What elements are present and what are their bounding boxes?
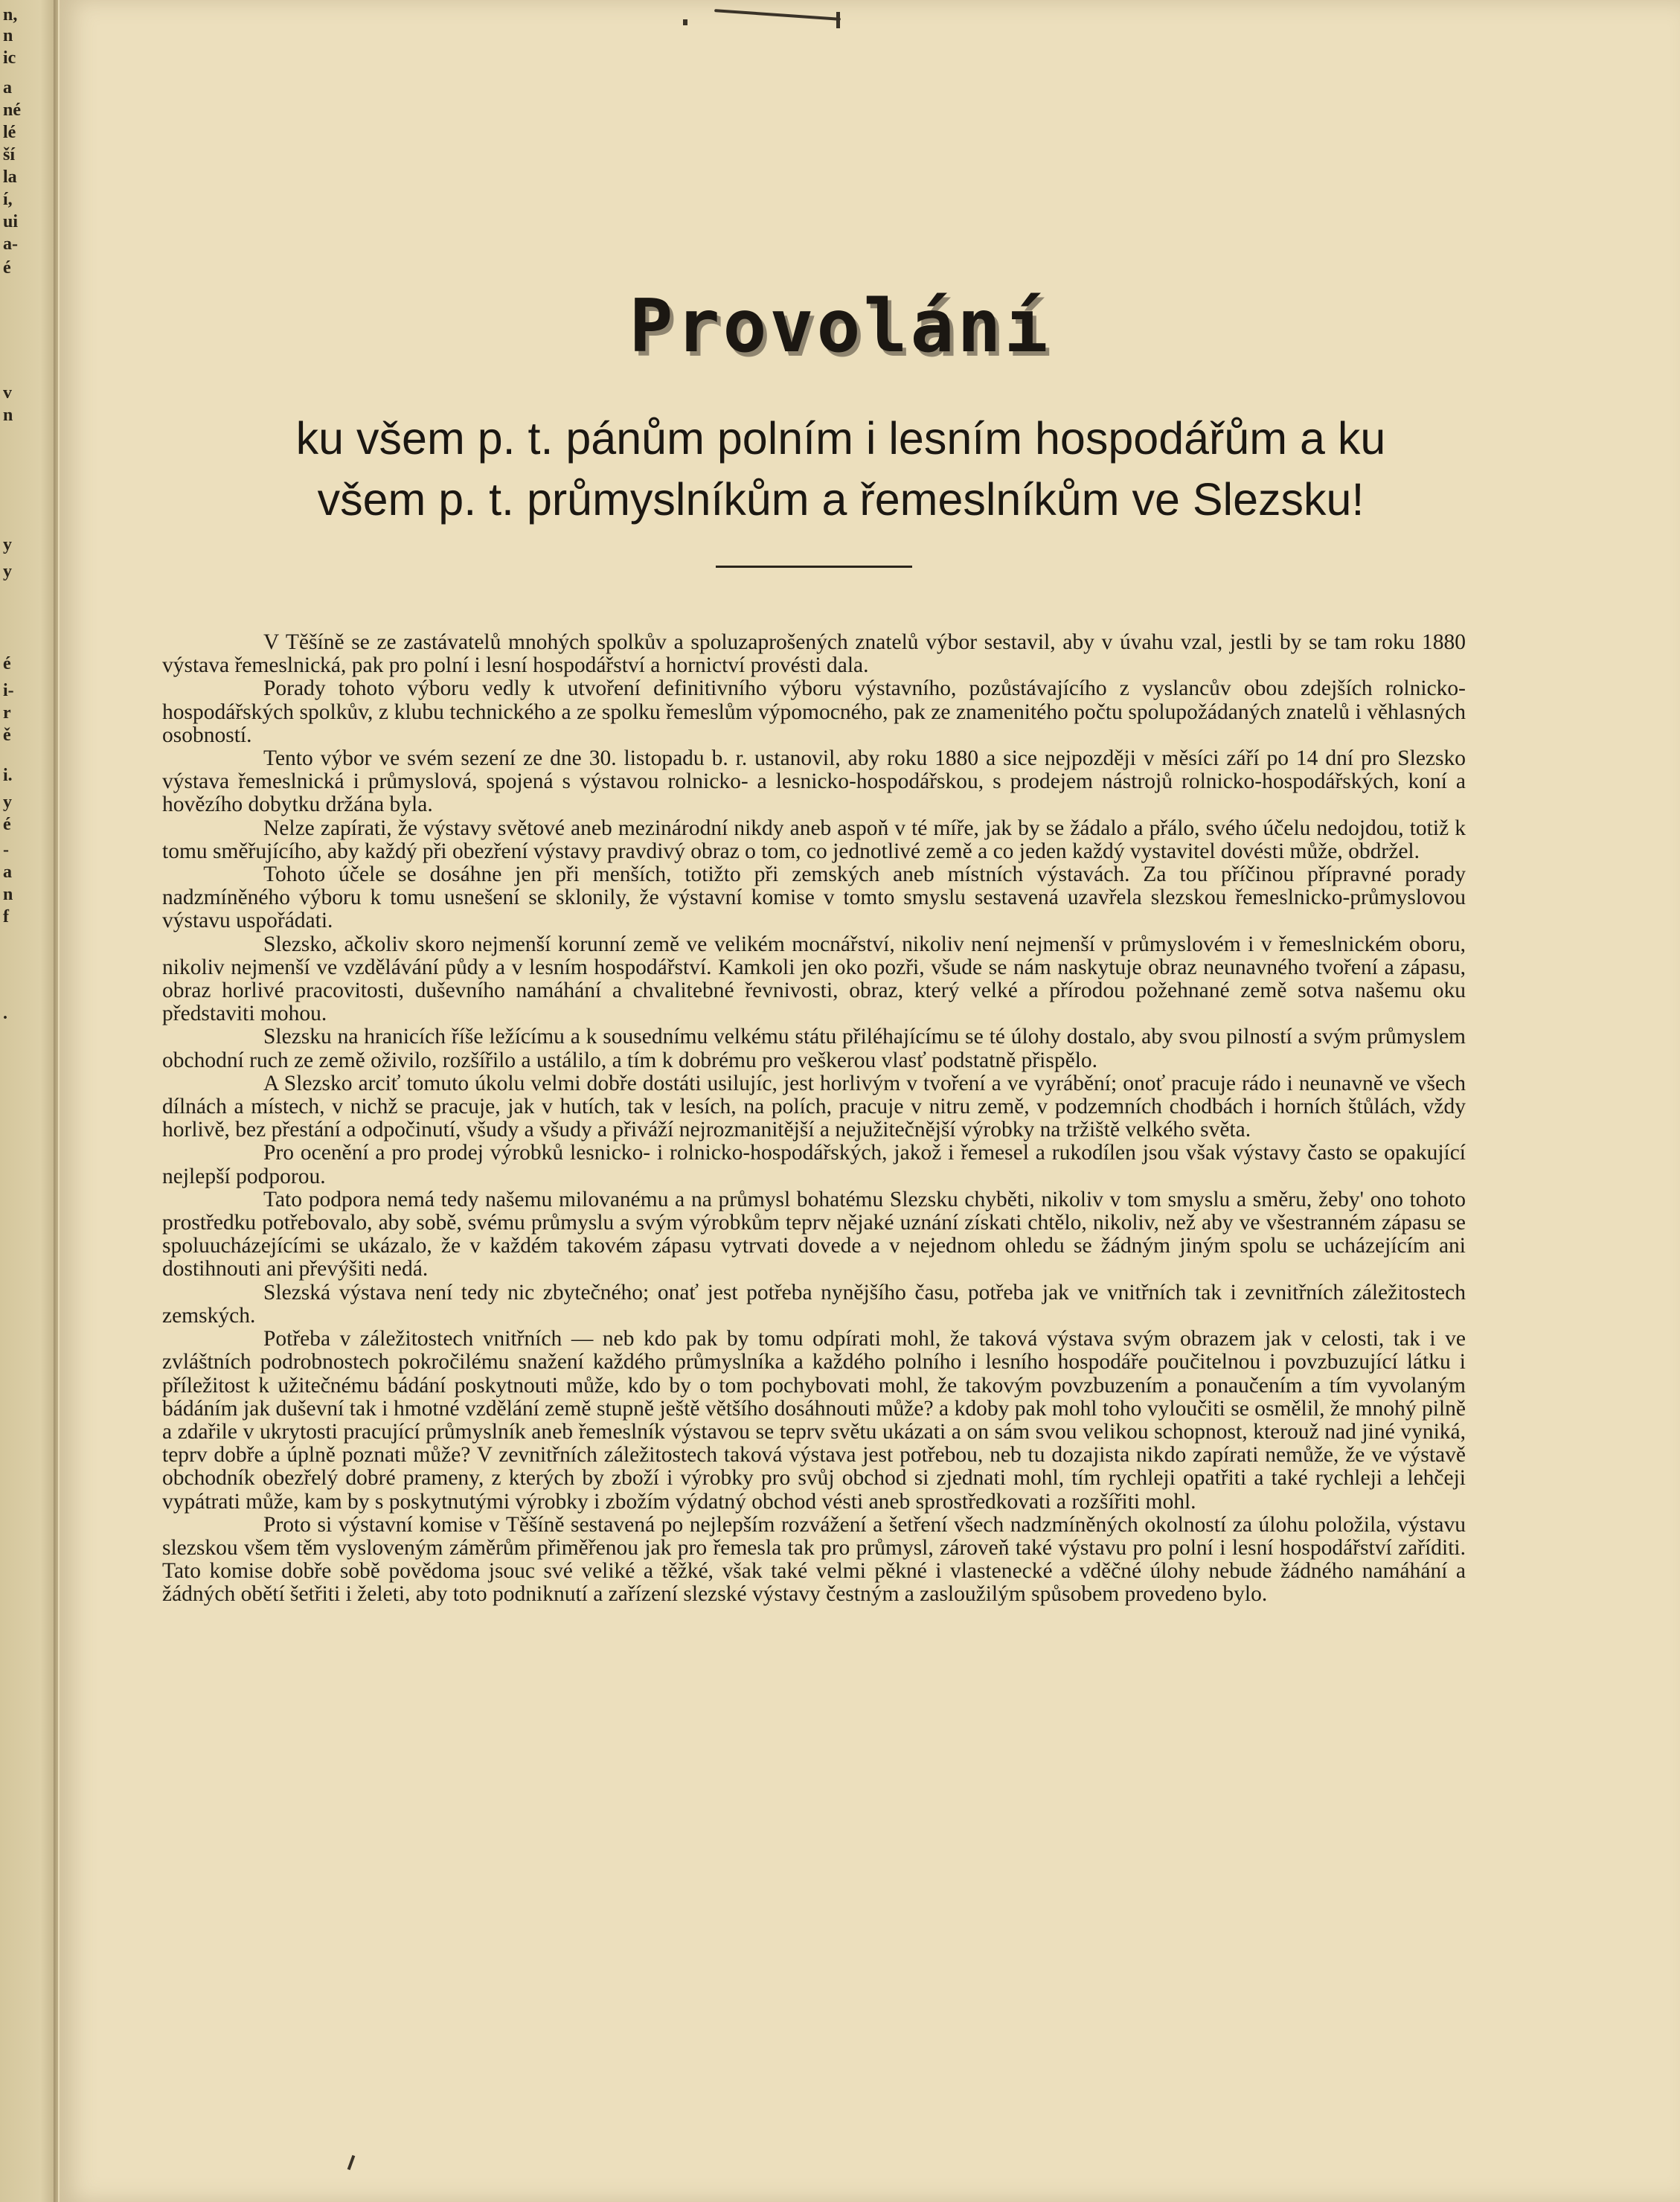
paragraph: Tato podpora nemá tedy našemu milovanému a na průmysl bohatému Slezsku chyběti, nikoliv v tom smyslu a směru, žeby' ono tohoto prostředku potřebovalo, aby sobě, svému průmyslu a svým výrobkům teprv nějaké uznání získati chtělo, nikoliv, než aby ve všestranném zápasu se spoluucházejícími se ukázalo, že v každém takovém zápasu vytrvati dovede a v nejednom ohledu se žádným jiným spolu se ucházejícím ani dostihnouti ani převýšiti nedá. <box>162 1187 1466 1281</box>
print-mark <box>836 12 840 28</box>
margin-fragment: lé <box>3 123 16 142</box>
margin-fragment: í, <box>3 190 13 209</box>
subtitle-line: všem p. t. průmyslníkům a řemeslníkům ve Slezsku! <box>317 474 1365 525</box>
margin-fragment: y <box>3 793 12 812</box>
paragraph: V Těšíně se ze zastávatelů mnohých spolkův a spoluzaprošených znatelů výbor sestavil, aby v úvahu vzal, jestli by se tam roku 1880 výstava řemeslnická, pak pro polní i lesní hospodářství a hornictví provésti dala. <box>162 630 1466 678</box>
margin-fragment: ic <box>3 48 16 68</box>
margin-fragment: ší <box>3 145 16 164</box>
margin-fragment: i. <box>3 766 13 785</box>
margin-fragment: a <box>3 862 12 882</box>
margin-fragment: . <box>3 1004 7 1023</box>
margin-fragment: é <box>3 654 11 673</box>
margin-fragment: n, <box>3 5 18 25</box>
paragraph: Slezsku na hranicích říše ležícímu a k sousednímu velkému státu přiléhajícímu se té úlohy dostalo, aby svou pilností a svým průmyslem obchodní ruch ze země oživilo, rozšířilo a ustálilo, a tím k dobrému pro veškerou vlasť podstatně přispělo. <box>162 1025 1466 1072</box>
margin-fragment: n <box>3 26 13 45</box>
margin-fragment: é <box>3 258 11 278</box>
page-subtitle <box>112 408 1570 530</box>
margin-fragment: r <box>3 703 11 723</box>
divider-rule <box>716 566 912 568</box>
paragraph: Pro ocenění a pro prodej výrobků lesnicko- i rolnicko-hospodářských, jakož i řemesel a rukodílen jsou však výstavy často se opakující nejlepší podporou. <box>162 1141 1466 1188</box>
margin-fragment: la <box>3 167 17 187</box>
paragraph: Proto si výstavní komise v Těšíně sestavená po nejlepším rozvážení a šetření všech nadzmíněných okolností za úlohu položila, výstavu slezskou všem těm vysloveným záměrům přiměřenou jak pro řemesla tak pro průmysl, zároveň také výstavu pro polní i lesní hospodářství zaříditi. Tato komise dobře sobě povědoma jsouc své veliké a těžké, však také velmi pěkné i vlastenecké a vděčné úlohy nebude žádného namáhání a žádných obětí šetřiti i želeti, aby toto podniknutí a zařízení slezské výstavy čestným a zasloužilým spůsobem provedeno bylo. <box>162 1512 1466 1607</box>
margin-fragment: ě <box>3 726 11 745</box>
paragraph: Porady tohoto výboru vedly k utvoření definitivního výboru výstavního, pozůstávajícího z vyslancův obou zdejších rolnicko-hospodářských spolkův, z klubu technického a ze spolku řemeslům výpomocného, pak ze znamenitého počtu spolupožádaných znatelů i věhlasných osobností. <box>162 676 1466 747</box>
margin-fragment: né <box>3 100 21 120</box>
margin-fragment: ui <box>3 212 19 231</box>
paragraph: A Slezsko arciť tomuto úkolu velmi dobře dostáti usilujíc, jest horlivým v tvoření a ve vyrábění; onoť pracuje rádo i neunavně ve všech dílnách a místech, v nichž se pracuje, jak v hutích, tak v lesích, na polích, pracuje v nitru země, v podzemních chodbách i horních štůlách, vždy horlivě, bez přestání a odpočinutí, všudy a všudy a přiváží nejrozmanitější a nejužitečnější výrobky na tržiště velkého světa. <box>162 1071 1466 1142</box>
paragraph: Potřeba v záležitostech vnitřních — neb kdo pak by tomu odpírati mohl, že taková výstava svým obrazem jak v celosti, tak i ve zvláštních podrobnostech pokročilému snažení každého průmyslníka a každého polního i lesního hospodáře poučitelnou i povzbuzující látku i příležitost k užitečnému bádání poskytnouti může, kdo by o tom pochybovati mohl, že takovým povzbuzením a ponaučením a tím vyvolaným bádáním jak duševní tak i hmotné vzdělání země stupně ještě většího dosáhnouti může? a kdoby pak mohl toho vyloučiti se osmělil, že mnohý pilně a zdařile v ukrytosti pracující průmyslník aneb řemeslník výstavou se teprv světu ukázati a on sám svou velikou schopnost, kterouž nad jiné vyniká, teprv dobře a úplně poznati může? V zevnitřních záležitostech taková výstava jest potřebou, neb tu dozajista nikdo zapírati nemůže, že ve výstavě obchodník obezřelý dobré prameny, z kterých by zboží i výrobky pro svůj obchod si zjednati mohl, tím rychleji opatřiti a také rychleji a lehčeji vypátrati může, kam by s poskytnutými výrobky i zbožím výdatný obchod vésti aneb sprostředkovati a rozšířiti mohl. <box>162 1327 1466 1514</box>
margin-fragment: a- <box>3 234 18 254</box>
margin-fragment: n <box>3 406 13 425</box>
subtitle-line: ku všem p. t. pánům polním i lesním hospodářům a ku <box>295 413 1386 464</box>
margin-fragment: - <box>3 840 9 860</box>
print-mark <box>683 19 687 25</box>
paragraph: Tento výbor ve svém sezení ze dne 30. listopadu b. r. ustanovil, aby roku 1880 a sice nejpozději v měsíci září po 14 dní pro Slezsko výstava řemeslnická i průmyslová, spojená s výstavou rolnicko- a lesnicko-hospodářskou, s prodejem nástrojů rolnicko-hospodářských, koní a hovězího dobytku držána byla. <box>162 746 1466 817</box>
margin-fragment: v <box>3 383 12 403</box>
paragraph: Slezská výstava není tedy nic zbytečného; onať jest potřeba nynějšího času, potřeba jak ve vnitřních tak i zevnitřních záležitostech zemských. <box>162 1280 1466 1328</box>
margin-fragment: n <box>3 885 13 904</box>
margin-fragment: y <box>3 535 12 554</box>
page-title: Provolání <box>629 284 1051 369</box>
paragraph: Tohoto účele se dosáhne jen při menších, totižto při zemských aneb místních výstavách. Za tou příčinou přípravné porady nadzmíněného výboru k tomu usnešení se sklonily, že výstavní komise v tomto smyslu sestavená uzavřela slezskou řemeslnicko-průmyslovou výstavu uspořádati. <box>162 862 1466 933</box>
paragraph: Slezsko, ačkoliv skoro nejmenší korunní země ve velikém mocnářství, nikoliv není nejmenší v průmyslovém i v řemeslnickém oboru, nikoliv nejmenší ve vzdělávání půdy a v lesním hospodářství. Kamkoli jen oko pozři, všude se nám naskytuje obraz neunavného tvoření a zápasu, obraz horlivé pracovitosti, duševního namáhání a chvalitebné řevnivosti, obraz, který velké a přírodou požehnané země sotva našemu oku představiti mohou. <box>162 932 1466 1026</box>
body-text <box>162 631 1466 1607</box>
margin-fragment: a <box>3 78 12 97</box>
margin-fragment: i- <box>3 681 14 700</box>
margin-fragment: y <box>3 562 12 581</box>
margin-fragment: f <box>3 907 9 926</box>
paragraph: Nelze zapírati, že výstavy světové aneb mezinárodní nikdy aneb aspoň v té míře, jak by se žádalo a přálo, svého účelu nedojdou, totiž k tomu směřujícího, aby každý při obezření výstavy pravdivý obraz o tom, co jednotlivé země a co jeden každý vystavitel dovésti může, obdržel. <box>162 816 1466 863</box>
margin-fragment: é <box>3 815 11 834</box>
